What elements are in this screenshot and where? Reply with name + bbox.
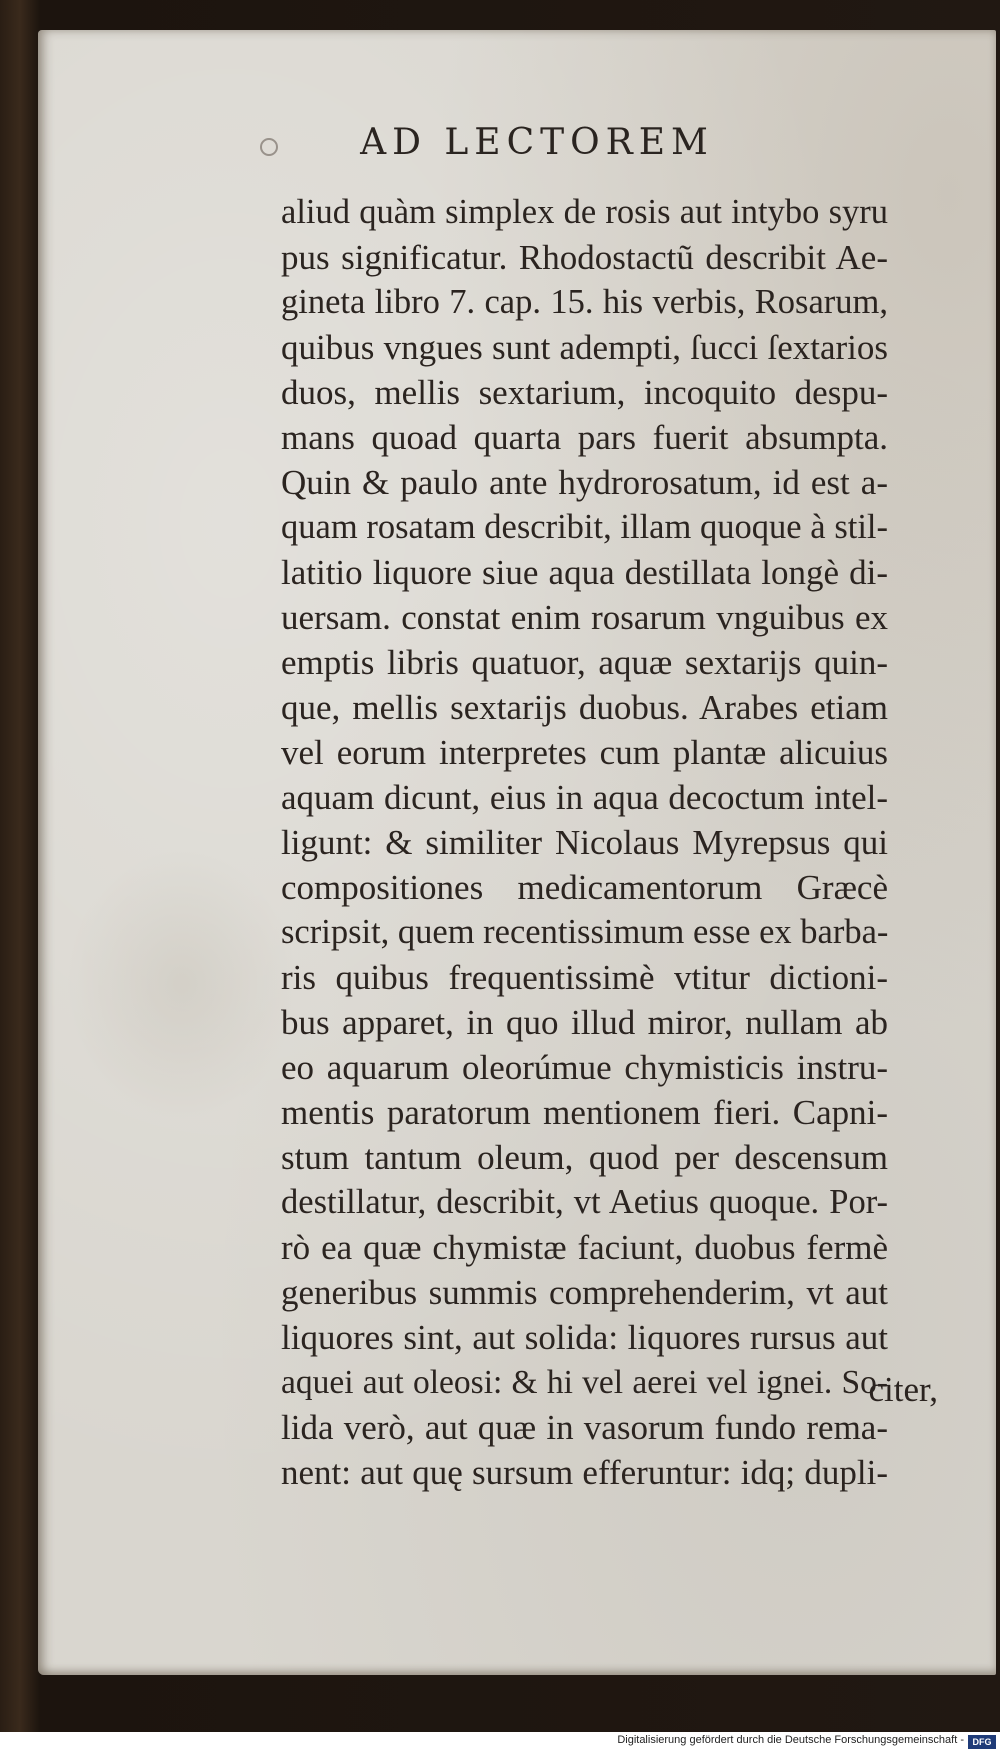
text-line: aquei aut oleosi: & hi vel aerei vel ignei. So-	[281, 1364, 888, 1401]
digitization-credit: Digitalisierung gefördert durch die Deutsche Forschungsgemeinschaft -	[617, 1734, 964, 1746]
text-line: nent: aut quę sursum efferuntur: idq; dupli-	[281, 1453, 888, 1492]
text-line: scripsit, quem recentissimum esse ex barba-	[281, 913, 888, 951]
text-line: bus apparet, in quo illud miror, nullam ab	[281, 1003, 888, 1042]
text-line: rò ea quæ chymistæ faciunt, duobus fermè	[281, 1228, 888, 1267]
text-line: vel eorum interpretes cum plantæ alicuius	[281, 733, 888, 772]
text-line: que, mellis sextarijs duobus. Arabes etiam	[281, 688, 888, 727]
text-line: quam rosatam describit, illam quoque à stil-	[281, 508, 888, 546]
text-line: compositiones medicamentorum Græcè	[281, 868, 888, 907]
text-line: mans quoad quarta pars fuerit absumpta.	[281, 418, 888, 457]
running-head: AD LECTOREM	[360, 122, 714, 163]
text-line: pus significatur. Rhodostactũ describit Ae-	[281, 238, 888, 277]
catchword: citer,	[868, 1370, 938, 1409]
book-page	[38, 30, 996, 1675]
text-line: lida verò, aut quæ in vasorum fundo rema-	[281, 1408, 888, 1447]
text-line: mentis paratorum mentionem fieri. Capni-	[281, 1093, 888, 1132]
text-line: aliud quàm simplex de rosis aut intybo syru	[281, 193, 888, 231]
text-line: emptis libris quatuor, aquæ sextarijs quin-	[281, 643, 888, 682]
text-line: aquam dicunt, eius in aqua decoctum intel-	[281, 778, 888, 817]
text-line: duos, mellis sextarium, incoquito despu-	[281, 373, 888, 412]
text-line: quibus vngues sunt adempti, ſucci ſextarios	[281, 328, 888, 367]
text-line: stum tantum oleum, quod per descensum	[281, 1138, 888, 1177]
text-line: destillatur, describit, vt Aetius quoque. Por-	[281, 1183, 888, 1221]
text-line: gineta libro 7. cap. 15. his verbis, Rosarum,	[281, 283, 888, 321]
text-line: uersam. constat enim rosarum vnguibus ex	[281, 598, 888, 637]
text-line: ris quibus frequentissimè vtitur dictioni-	[281, 958, 888, 997]
dfg-logo: DFG	[968, 1735, 996, 1749]
text-line: eo aquarum oleorúmue chymisticis instru-	[281, 1048, 888, 1087]
body-text	[281, 190, 888, 1495]
text-line: ligunt: & similiter Nicolaus Myrepsus qui	[281, 823, 888, 862]
page-content	[38, 30, 996, 1675]
text-line: generibus summis comprehenderim, vt aut	[281, 1273, 888, 1312]
text-line: liquores sint, aut solida: liquores rursus aut	[281, 1318, 888, 1357]
text-line: latitio liquore siue aqua destillata longè di-	[281, 553, 888, 592]
text-line: Quin & paulo ante hydrorosatum, id est a-	[281, 463, 888, 502]
